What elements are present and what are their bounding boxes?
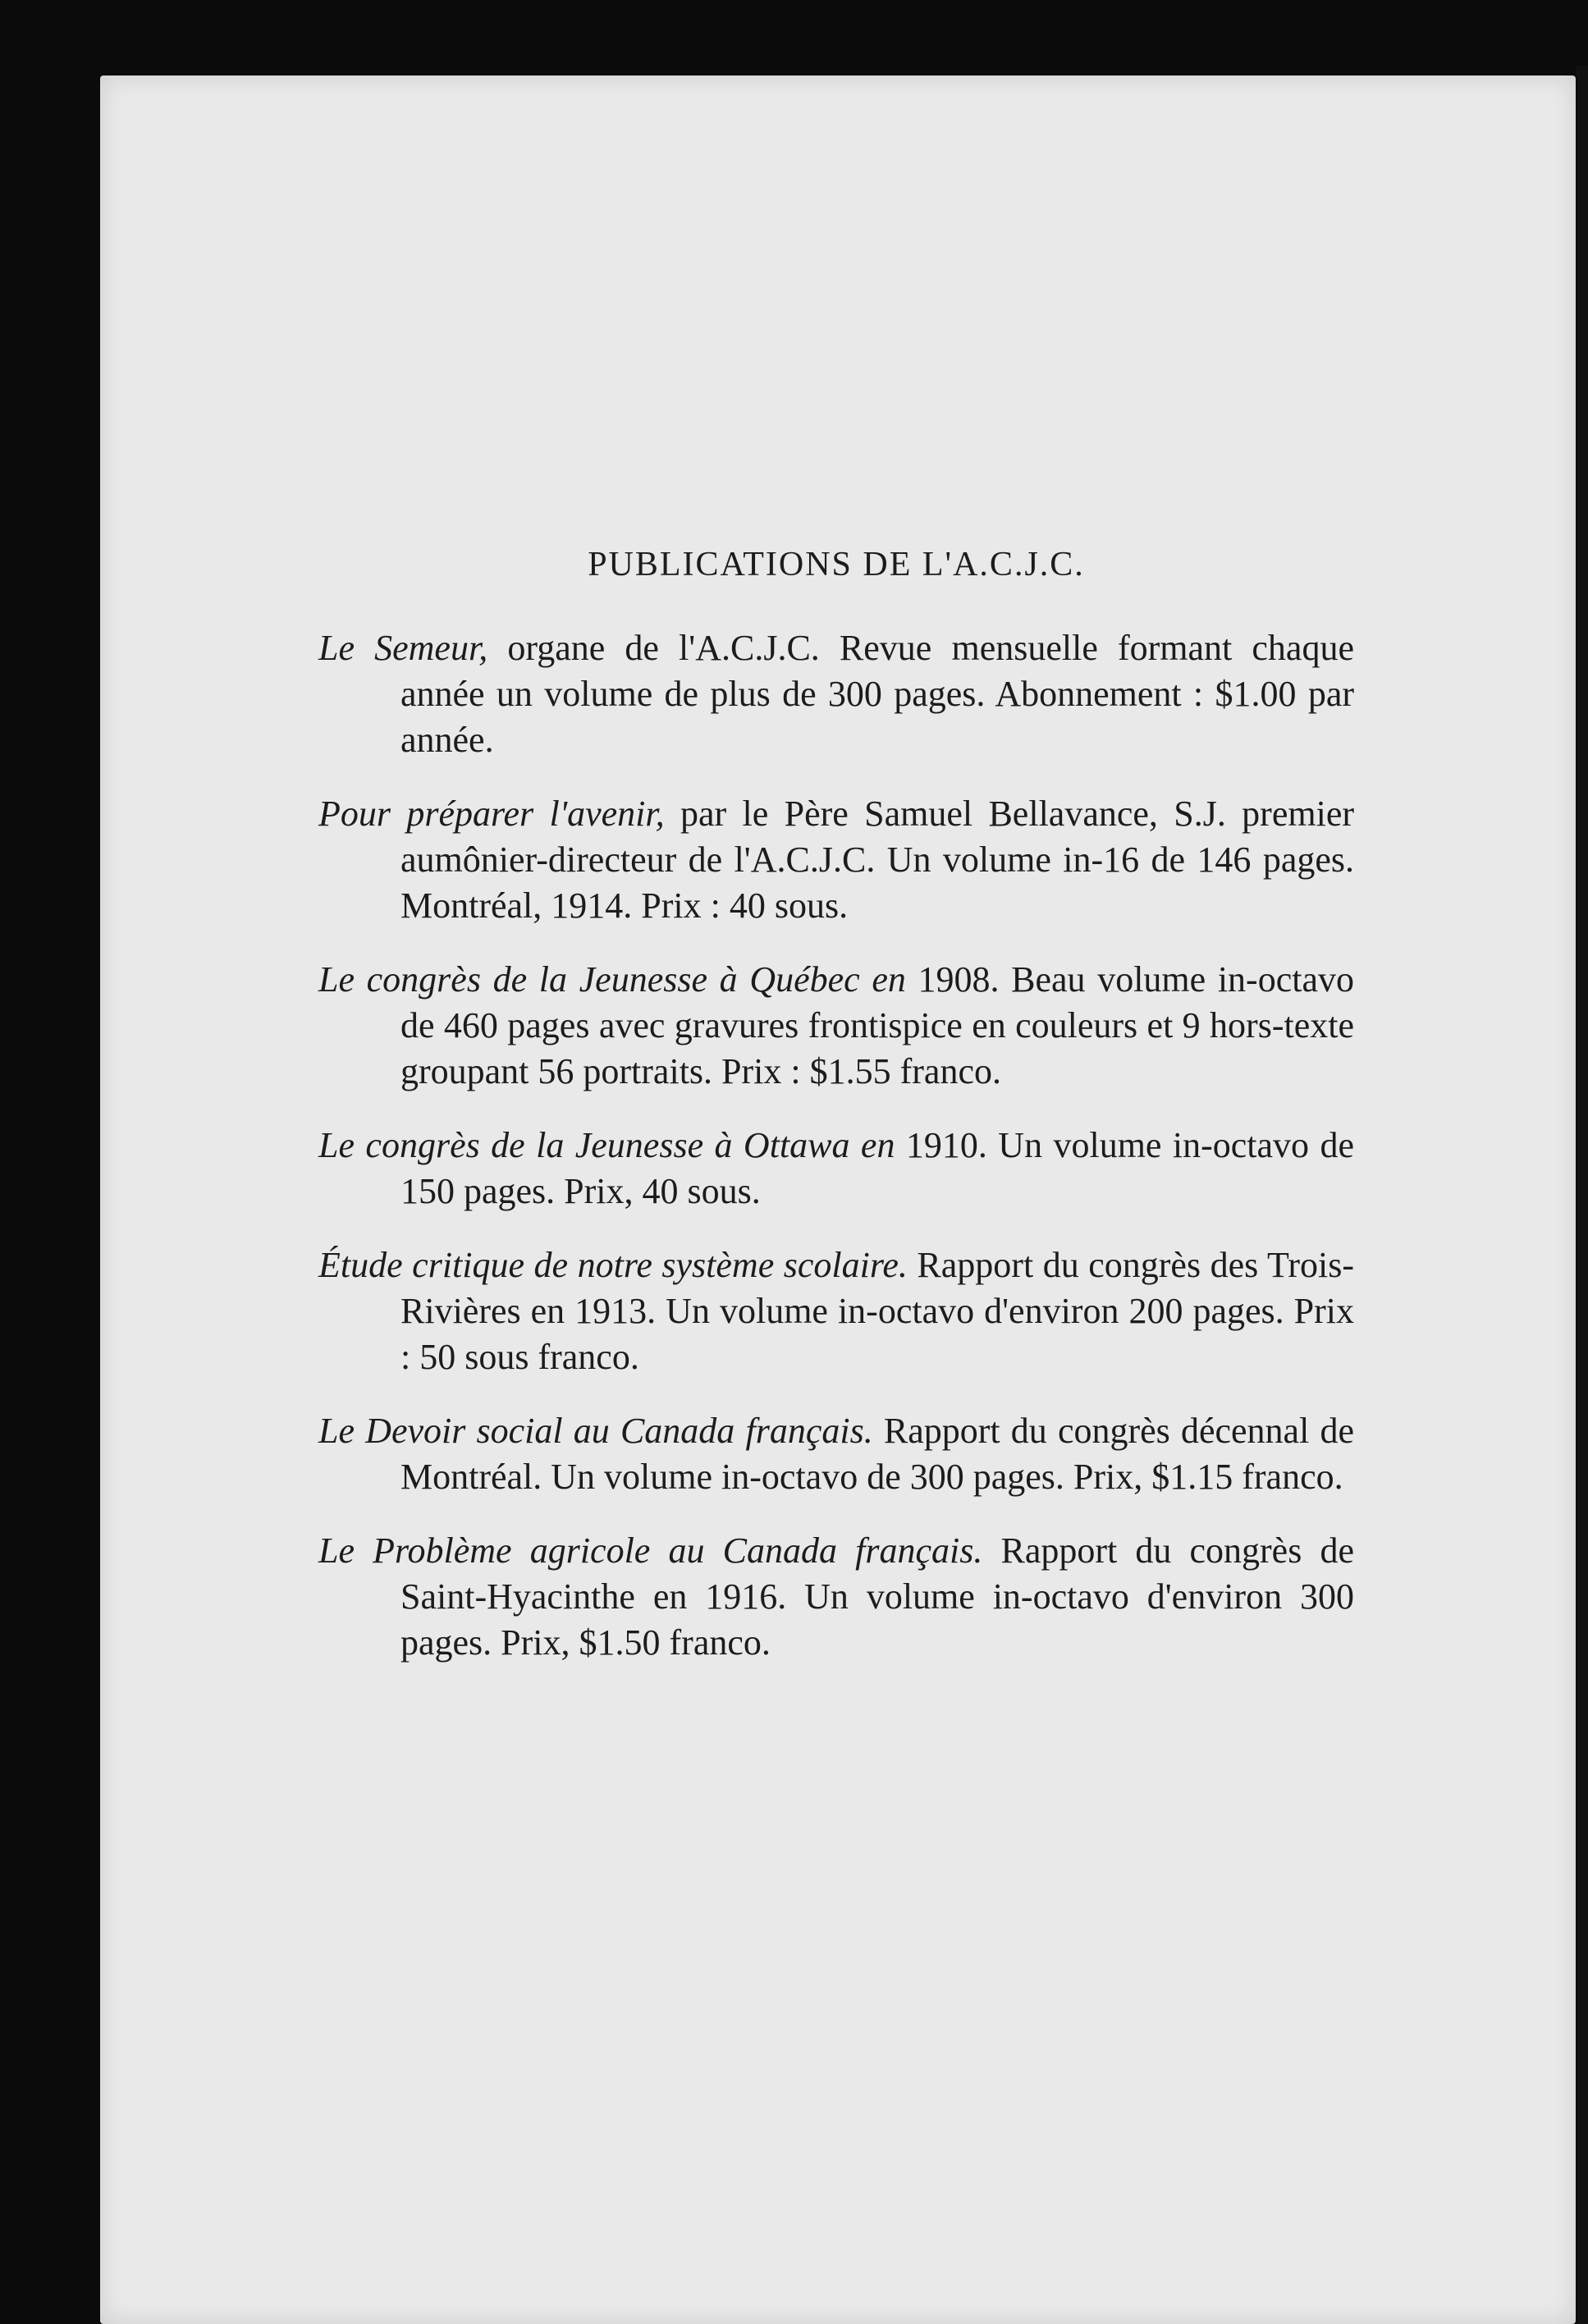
publication-entry (318, 1242, 1354, 1380)
publication-title: Le Semeur, (318, 628, 488, 668)
publication-entry (318, 1408, 1354, 1500)
publication-description: Rapport du congrès décennal de Montréal. Un volume in-octavo de 300 pages. Prix, $1.15 franco. (400, 1411, 1354, 1497)
publication-description: Rapport du congrès des Trois-Rivières en 1913. Un volume in-octavo d'environ 200 pages. Prix : 50 sous franco. (400, 1245, 1354, 1377)
publication-title: Le Devoir social au Canada français. (318, 1411, 873, 1451)
publication-entry (318, 625, 1354, 763)
publication-entry (318, 1123, 1354, 1215)
scan-edge-strip (1577, 66, 1588, 2324)
publication-description: par le Père Samuel Bellavance, S.J. premier aumônier-directeur de l'A.C.J.C. Un volume in-16 de 146 pages. Montréal, 1914. Prix : 40 sous. (400, 794, 1354, 926)
publication-entry (318, 791, 1354, 929)
page-title: PUBLICATIONS DE L'A.C.J.C. (588, 546, 1085, 583)
publication-title: Le congrès de la Jeunesse à Québec en (318, 959, 906, 1000)
publication-description: organe de l'A.C.J.C. Revue mensuelle formant chaque année un volume de plus de 300 pages. Abonnement : $1.00 par année. (400, 628, 1354, 760)
publication-title: Étude critique de notre système scolaire. (318, 1245, 908, 1285)
publication-description: 1910. Un volume in-octavo de 150 pages. Prix, 40 sous. (400, 1125, 1354, 1211)
publication-description: 1908. Beau volume in-octavo de 460 pages avec gravures frontispice en couleurs et 9 hors-texte groupant 56 portraits. Prix : $1.55 franco. (400, 959, 1354, 1091)
publications-list (318, 545, 1354, 1694)
publication-description: Rapport du congrès de Saint-Hyacinthe en 1916. Un volume in-octavo d'environ 300 pages. Prix, $1.50 franco. (400, 1530, 1354, 1663)
publication-title: Le congrès de la Jeunesse à Ottawa en (318, 1125, 895, 1165)
publication-title: Le Problème agricole au Canada français. (318, 1530, 983, 1571)
publication-entry (318, 957, 1354, 1095)
publication-title: Pour préparer l'avenir, (318, 794, 665, 834)
publication-entry (318, 1528, 1354, 1666)
